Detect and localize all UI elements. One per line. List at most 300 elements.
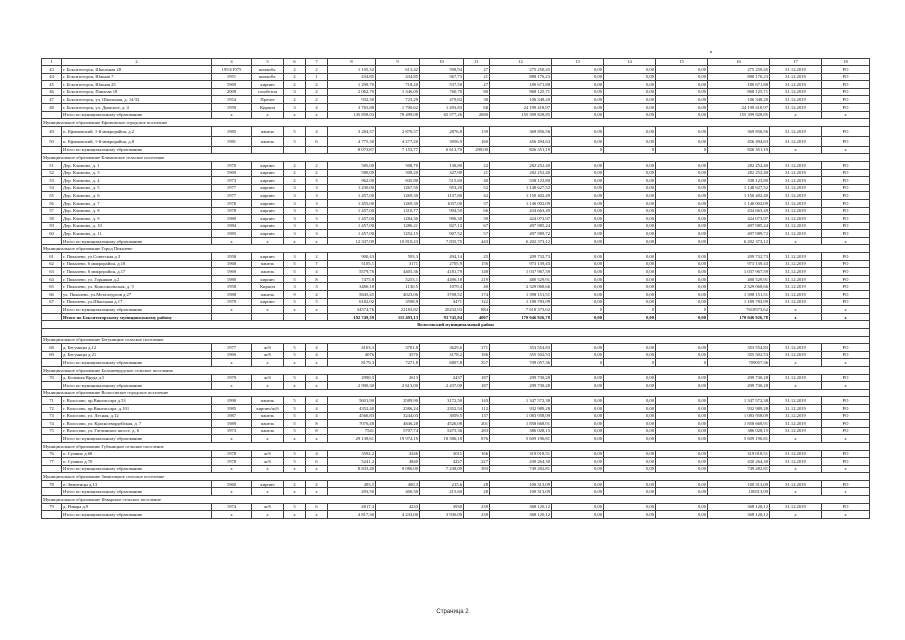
table-cell: 209 732,73 — [708, 253, 770, 261]
table-cell: 2 — [306, 81, 328, 89]
table-row — [42, 207, 870, 215]
table-cell: 7 618 373,62 — [490, 306, 552, 314]
table-cell: 31.12.2019 — [770, 81, 822, 89]
table-cell: г. Бокситогорск, Павлова 18 — [62, 88, 212, 96]
table-cell: 3 930,00 — [420, 511, 464, 519]
table-cell: 7271,8 — [376, 359, 420, 367]
table-cell: 0,00 — [552, 503, 604, 511]
table-row — [42, 161, 870, 169]
table-cell: 1 493,83 — [420, 103, 464, 111]
table-cell: 0 — [552, 306, 604, 314]
table-cell: 180 671,88 — [490, 81, 552, 89]
table-cell: 1286,21 — [376, 222, 420, 230]
table-cell: 0,00 — [552, 268, 604, 276]
table-cell: г. Волосово, ул. Красногвардейская, д. 7 — [62, 420, 212, 428]
table-cell: 31.12.2019 — [770, 169, 822, 177]
table-cell: 2 — [306, 253, 328, 261]
table-cell: 0,00 — [656, 412, 708, 420]
table-cell: 43 — [42, 66, 62, 74]
table-cell: 139 — [464, 126, 490, 136]
table-cell: 31.12.2019 — [770, 480, 822, 488]
table-cell: 24 199 418,97 — [490, 103, 552, 111]
table-cell: 59 — [42, 222, 62, 230]
table-cell: 0,00 — [552, 184, 604, 192]
table-cell: 275 250,45 — [490, 66, 552, 74]
table-cell: 22183,82 — [376, 306, 420, 314]
table-cell: 2680 — [464, 111, 490, 119]
table-cell: 845,80 — [376, 177, 420, 185]
table-cell: 479,82 — [420, 96, 464, 104]
table-cell: 63 — [42, 268, 62, 276]
section-title: Муниципальное образование Большеврудское сельское поселение — [42, 366, 870, 374]
table-cell: 3930 — [420, 503, 464, 511]
table-cell: г. Пикалево, ул.Школьная д.17 — [62, 298, 212, 306]
table-cell: 368 120,12 — [708, 503, 770, 511]
table-cell: 1980 — [212, 215, 252, 223]
table-cell: x — [212, 382, 252, 390]
table-cell: 5 — [284, 374, 306, 382]
table-cell: 1252,15 — [376, 230, 420, 238]
section-row — [42, 389, 870, 397]
table-cell: 0,00 — [656, 435, 708, 443]
table-cell: 0,00 — [656, 313, 708, 321]
column-number-cell: 9 — [376, 59, 420, 66]
table-cell: 826 351,19 — [490, 146, 552, 154]
column-number-cell: 18 — [822, 59, 870, 66]
table-cell: 1960 — [212, 480, 252, 488]
table-cell: 31.12.2019 — [770, 503, 822, 511]
table-row — [42, 103, 870, 111]
table-cell: 3 — [306, 207, 328, 215]
table-cell: 0,00 — [604, 199, 656, 207]
table-cell: 64 — [42, 275, 62, 283]
table-cell: 497 989,72 — [490, 230, 552, 238]
table-cell: 61 — [42, 253, 62, 261]
table-cell: Итого по муниципальному образованию — [62, 435, 212, 443]
table-cell: РО — [822, 275, 870, 283]
table-cell: 4352,40 — [328, 404, 376, 412]
table-cell: 0,00 — [656, 177, 708, 185]
table-cell: кирпич — [252, 215, 284, 223]
table-cell: 3 — [284, 207, 306, 215]
table-cell: 8179,3 — [328, 359, 376, 367]
table-cell: 0,00 — [604, 66, 656, 74]
table-cell: 1 189 783,99 — [490, 298, 552, 306]
table-cell: 3 — [284, 222, 306, 230]
table-cell: кирпич — [252, 275, 284, 283]
table-cell: 0,00 — [656, 374, 708, 382]
table-cell: 994,50 — [420, 207, 464, 215]
table-cell: 497 989,72 — [708, 230, 770, 238]
table-cell: 69 — [42, 351, 62, 359]
table-cell: 31.12.2019 — [770, 420, 822, 428]
table-cell: Дер. Климово, д. 6 — [62, 192, 212, 200]
table-cell: 3 — [306, 177, 328, 185]
subtotal-row — [42, 111, 870, 119]
table-cell: Итого по муниципальному образованию — [62, 146, 212, 154]
table-cell: 338 123,80 — [490, 177, 552, 185]
table-cell: 31.12.2019 — [770, 291, 822, 299]
table-cell: г. Пикалево, 6 микрорайон, д.18 — [62, 260, 212, 268]
table-cell: 443 — [464, 237, 490, 245]
table-cell: 0,00 — [552, 412, 604, 420]
table-cell: 50 — [42, 136, 62, 146]
table-cell: 5 — [284, 275, 306, 283]
table-cell: 749 282,81 — [490, 465, 552, 473]
table-cell: 5707,74 — [376, 427, 420, 435]
table-row — [42, 291, 870, 299]
table-cell: 355 502,53 — [490, 351, 552, 359]
table-cell: 1079,4 — [420, 283, 464, 291]
table-cell: 282 252,40 — [708, 169, 770, 177]
table-cell: 0,00 — [552, 450, 604, 458]
table-row — [42, 344, 870, 352]
subtotal-row — [42, 359, 870, 367]
table-cell: 0,00 — [656, 215, 708, 223]
table-cell: 1269,30 — [376, 192, 420, 200]
table-cell — [284, 313, 306, 321]
table-cell: 0,00 — [656, 291, 708, 299]
table-cell: 0,00 — [552, 222, 604, 230]
table-cell: Дер. Климово, д. 5 — [62, 184, 212, 192]
table-cell: 4 — [306, 103, 328, 111]
table-cell: 7618373,62 — [708, 306, 770, 314]
table-cell: x — [770, 359, 822, 367]
table-cell: 239 — [464, 511, 490, 519]
table-cell: 0,00 — [656, 427, 708, 435]
table-cell: 888 176,23 — [490, 73, 552, 81]
table-cell: 3708,52 — [420, 291, 464, 299]
table-cell: РО — [822, 103, 870, 111]
table-cell: 367,73 — [420, 73, 464, 81]
table-cell: 0,00 — [656, 207, 708, 215]
table-cell: 434,85 — [328, 73, 376, 81]
column-number-cell: 12 — [490, 59, 552, 66]
table-cell: 868 125,71 — [708, 88, 770, 96]
table-cell: г. Пикалево, ул. Комсомольская, д. 5 — [62, 283, 212, 291]
table-row — [42, 374, 870, 382]
table-cell: 52 — [42, 169, 62, 177]
table-cell: x — [252, 488, 284, 496]
table-cell: 480 529,91 — [708, 275, 770, 283]
table-cell: 1978 — [212, 458, 252, 466]
table-cell: Итого по муниципальному образованию — [62, 306, 212, 314]
table-cell: 4496,18 — [420, 275, 464, 283]
table-cell: 8 — [306, 420, 328, 428]
table-cell: 1 299,70 — [328, 81, 376, 89]
table-cell: 8 — [306, 427, 328, 435]
table-cell: 0,00 — [552, 88, 604, 96]
table-cell: 2437 — [420, 374, 464, 382]
section-title: Муниципальное образование Город Пикалево — [42, 245, 870, 253]
table-cell: 0,00 — [552, 237, 604, 245]
table-cell: 5253,1 — [376, 275, 420, 283]
table-cell: РО — [822, 253, 870, 261]
table-cell: 0,00 — [604, 260, 656, 268]
column-number-cell: 2 — [62, 59, 212, 66]
table-cell: 827,13 — [420, 222, 464, 230]
table-cell — [284, 146, 306, 154]
table-cell: шлакобл. — [252, 73, 284, 81]
table-cell: РО — [822, 404, 870, 412]
table-cell: панель — [252, 397, 284, 405]
table-cell: г. Волосово, ул. Лесная, д.12 — [62, 412, 212, 420]
table-cell: 5 — [284, 427, 306, 435]
table-cell: 1 858 668,91 — [708, 420, 770, 428]
table-cell: x — [252, 435, 284, 443]
table-cell: 219 — [464, 275, 490, 283]
table-cell: 709 057,36 — [490, 359, 552, 367]
table-cell: 434 663,49 — [490, 207, 552, 215]
table-cell: 0,00 — [552, 374, 604, 382]
table-cell: 1978 — [212, 450, 252, 458]
table-cell: 170 046 926,78 — [708, 313, 770, 321]
table-cell: 4 — [306, 126, 328, 136]
table-cell: 1 146 002,09 — [490, 199, 552, 207]
table-cell: 0,00 — [604, 344, 656, 352]
table-cell: г. Бокситогорск, Школьная 28 — [62, 66, 212, 74]
table-row — [42, 260, 870, 268]
table-cell: 932 989,28 — [708, 404, 770, 412]
table-cell: 2 — [284, 177, 306, 185]
table-cell: РО — [822, 222, 870, 230]
section-title: Муниципальное образование Губаницкое сельское поселение — [42, 442, 870, 450]
table-cell: панель — [252, 420, 284, 428]
table-cell: 493,5 — [328, 480, 376, 488]
table-cell: 6807,8 — [420, 359, 464, 367]
table-cell: 907,52 — [420, 230, 464, 238]
table-cell: 31.12.2019 — [770, 283, 822, 291]
table-cell: 1 105,32 — [328, 66, 376, 74]
table-cell: 0,00 — [604, 291, 656, 299]
table-cell: x — [822, 146, 870, 154]
table-cell: x — [822, 306, 870, 314]
table-cell: 2 990,30 — [328, 382, 376, 390]
table-cell: 3 — [284, 103, 306, 111]
table-cell: г. Волосово, ул. Гатчинское шоссе, д. 6 — [62, 427, 212, 435]
table-cell: 1989 — [212, 420, 252, 428]
table-cell: 4405,36 — [376, 268, 420, 276]
table-cell: 3 — [306, 283, 328, 291]
table-cell: 515,60 — [420, 177, 464, 185]
table-row — [42, 88, 870, 96]
column-number-cell: 13 — [552, 59, 604, 66]
table-cell: 0,00 — [604, 73, 656, 81]
table-cell: РО — [822, 207, 870, 215]
table-cell: 1973 — [212, 177, 252, 185]
table-cell: 3 — [306, 199, 328, 207]
table-cell: 1958 — [212, 253, 252, 261]
table-cell — [212, 146, 252, 154]
table-cell: 355 502,53 — [708, 351, 770, 359]
table-cell: 7 — [306, 260, 328, 268]
table-cell: 0,00 — [552, 177, 604, 185]
table-cell: 1984 — [212, 222, 252, 230]
table-cell: 31.12.2019 — [770, 215, 822, 223]
table-cell: 31.12.2019 — [770, 177, 822, 185]
table-cell: 31.12.2019 — [770, 344, 822, 352]
table-cell: 100 313,09 — [490, 488, 552, 496]
table-cell: 30 — [464, 96, 490, 104]
subtotal-row — [42, 511, 870, 519]
table-cell: 4023,06 — [376, 291, 420, 299]
table-cell: 2 062,70 — [328, 88, 376, 96]
table-cell: 21 — [464, 73, 490, 81]
table-cell: 368 120,12 — [490, 511, 552, 519]
table-cell: 497 985,24 — [708, 222, 770, 230]
table-cell: 4 277,20 — [376, 136, 420, 146]
table-cell: 0,00 — [604, 412, 656, 420]
table-cell: 156 — [464, 260, 490, 268]
table-cell: 900,43 — [328, 253, 376, 261]
table-cell: 2 — [284, 81, 306, 89]
table-cell: 5 — [284, 268, 306, 276]
table-cell: РО — [822, 450, 870, 458]
table-cell: г. Пикалево, ул.Советская д.3 — [62, 253, 212, 261]
table-cell: 0,00 — [552, 511, 604, 519]
table-cell: 1310,77 — [376, 207, 420, 215]
table-cell: 282 252,40 — [490, 161, 552, 169]
table-cell: 5 — [284, 126, 306, 136]
table-cell: 215,60 — [420, 488, 464, 496]
table-cell: 4 — [306, 397, 328, 405]
table-row — [42, 73, 870, 81]
table-cell: 31.12.2019 — [770, 103, 822, 111]
table-cell: 2990,3 — [328, 374, 376, 382]
table-cell: 5 — [284, 397, 306, 405]
table-cell: кирпич — [252, 480, 284, 488]
table-cell: x — [822, 237, 870, 245]
table-cell: 400,3 — [376, 480, 420, 488]
table-cell: 497 985,24 — [490, 222, 552, 230]
table-cell: 1969 — [212, 81, 252, 89]
table-cell: 137 — [464, 412, 490, 420]
table-cell: 3 — [284, 192, 306, 200]
table-row — [42, 126, 870, 136]
table-cell: 3 — [284, 215, 306, 223]
table-cell: 3 — [284, 199, 306, 207]
district-row — [42, 321, 870, 329]
table-cell: г. Волосово, пр.Вингиссара, д.101 — [62, 404, 212, 412]
table-cell: 3 765,88 — [328, 103, 376, 111]
table-cell: x — [770, 313, 822, 321]
table-cell: 283 — [464, 427, 490, 435]
table-cell: Итого по муниципальному образованию — [62, 359, 212, 367]
table-row — [42, 184, 870, 192]
table-cell: 4526,08 — [420, 420, 464, 428]
table-cell: 2 876,57 — [376, 126, 420, 136]
table-cell: 0,00 — [604, 427, 656, 435]
table-cell: 1 083 958,09 — [708, 412, 770, 420]
subtotal-row — [42, 465, 870, 473]
table-cell: 430 264,30 — [490, 458, 552, 466]
table-cell: 3 — [284, 283, 306, 291]
table-cell: x — [252, 465, 284, 473]
table-cell: РО — [822, 268, 870, 276]
table-cell: 718,20 — [376, 81, 420, 89]
scan-dot — [710, 51, 712, 53]
table-cell: 0,00 — [552, 161, 604, 169]
table-cell: x — [822, 488, 870, 496]
table-cell: 48 — [42, 103, 62, 111]
table-cell: 0,00 — [552, 427, 604, 435]
table-cell: 0,00 — [656, 283, 708, 291]
table-cell: 593,3 — [376, 253, 420, 261]
table-cell: г. Бокситогорск, ул. Школьная, д. 14/33 — [62, 96, 212, 104]
table-cell: 0,00 — [656, 161, 708, 169]
table-cell: 31.12.2019 — [770, 96, 822, 104]
table-cell: x — [822, 435, 870, 443]
table-cell: 1985 — [212, 126, 252, 136]
table-cell: 3178,2 — [420, 351, 464, 359]
table-cell: 973 139,43 — [490, 260, 552, 268]
table-cell: 3 — [284, 253, 306, 261]
table-row — [42, 96, 870, 104]
column-number-cell: 5 — [252, 59, 284, 66]
table-cell: 0,00 — [552, 275, 604, 283]
table-cell: 0,00 — [656, 199, 708, 207]
table-cell: 0,00 — [604, 111, 656, 119]
table-cell: 1974 — [212, 503, 252, 511]
table-cell — [42, 511, 62, 519]
table-cell: Итого по муниципальному образованию — [62, 511, 212, 519]
table-cell: 0,00 — [604, 177, 656, 185]
table-cell: РО — [822, 397, 870, 405]
table-cell: 46 — [42, 88, 62, 96]
table-cell: 0 — [604, 359, 656, 367]
table-cell: г. Бокситогорск, Южная 25 — [62, 81, 212, 89]
table-cell: 106 348,20 — [490, 96, 552, 104]
table-cell: 0,00 — [656, 298, 708, 306]
table-cell: 192 749,39 — [328, 313, 376, 321]
table-cell: 1 398 151,51 — [708, 291, 770, 299]
table-cell: 37 — [464, 199, 490, 207]
table-cell: 44 — [42, 73, 62, 81]
table-cell: 1130,5 — [376, 283, 420, 291]
table-cell: 6 613,70 — [420, 146, 464, 154]
table-cell: 0,00 — [604, 404, 656, 412]
table-cell: 186 — [464, 351, 490, 359]
table-cell: 932,30 — [328, 96, 376, 104]
table-cell: x — [212, 435, 252, 443]
table-cell: 31.12.2019 — [770, 88, 822, 96]
table-cell: 31.12.2019 — [770, 66, 822, 74]
table-cell: Дер. Климово, д. 3 — [62, 169, 212, 177]
table-cell: x — [284, 237, 306, 245]
table-cell: 31.12.2019 — [770, 253, 822, 261]
table-cell: 3246 — [376, 450, 420, 458]
table-cell: РО — [822, 480, 870, 488]
table-cell: 7541 — [328, 427, 376, 435]
table-cell: 319 018,51 — [708, 450, 770, 458]
table-cell: 155 399 828,85 — [490, 111, 552, 119]
table-row — [42, 412, 870, 420]
table-cell: x — [822, 359, 870, 367]
table-cell: 4566,83 — [328, 412, 376, 420]
table-cell: 456 494,63 — [490, 136, 552, 146]
subtotal-row — [42, 146, 870, 154]
table-cell: Кирпич — [252, 103, 284, 111]
table-cell: x — [252, 111, 284, 119]
table-cell: 0,00 — [656, 465, 708, 473]
table-cell: 0,00 — [552, 420, 604, 428]
table-cell — [306, 313, 328, 321]
table-cell: Итого по муниципальному образованию — [62, 237, 212, 245]
table-cell: 1981 — [212, 136, 252, 146]
table-cell: 1969 — [212, 169, 252, 177]
table-cell: 0,00 — [604, 275, 656, 283]
table-cell: 282 252,40 — [708, 161, 770, 169]
